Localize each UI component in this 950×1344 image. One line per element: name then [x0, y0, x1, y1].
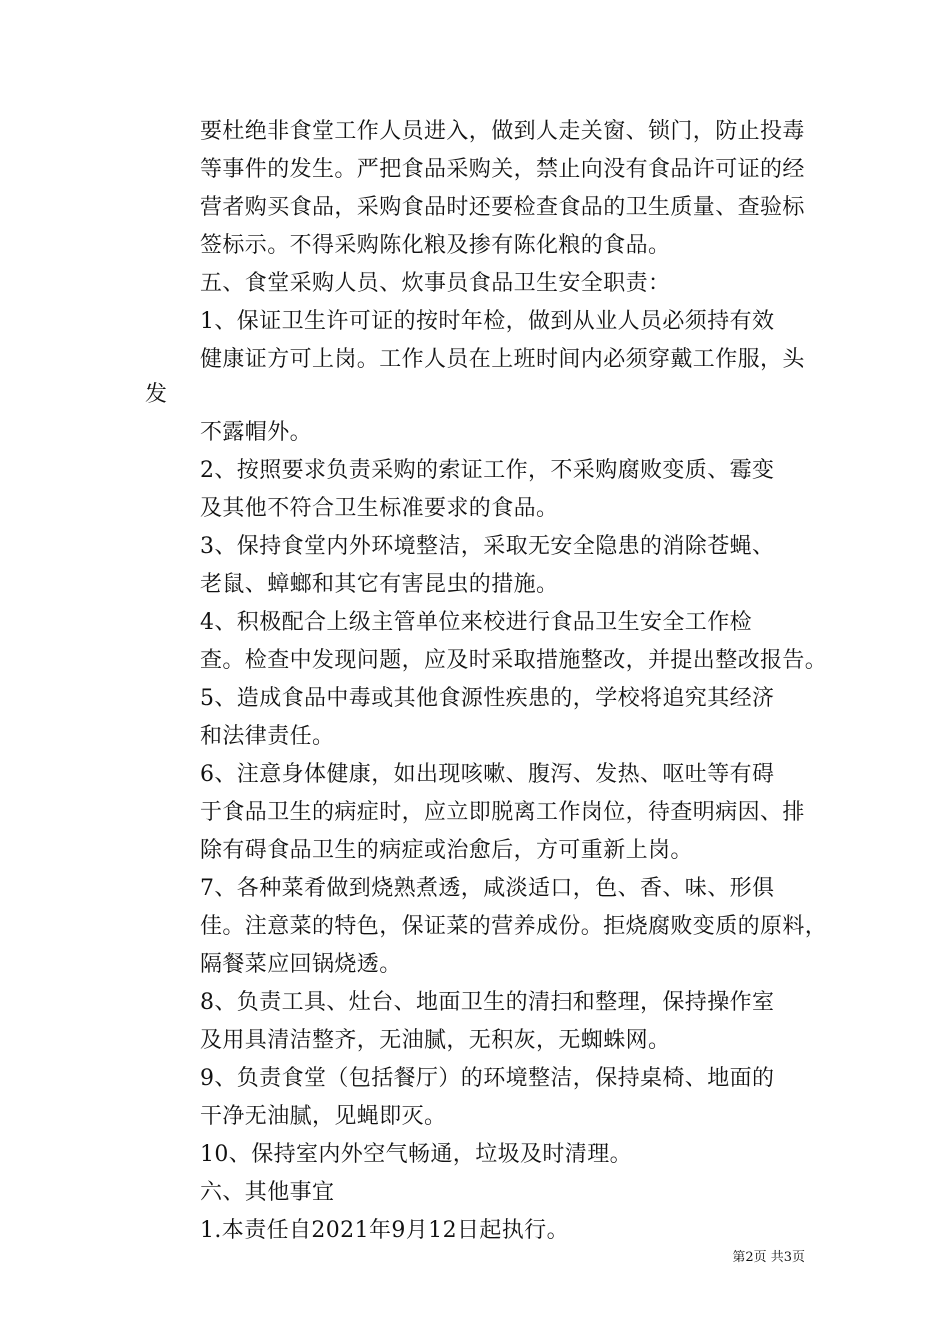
text-line: 营者购买食品，采购食品时还要检查食品的卫生质量、查验标: [200, 195, 805, 220]
text-line: 查。检查中发现问题，应及时采取措施整改，并提出整改报告。: [200, 648, 828, 673]
text-line: 及其他不符合卫生标准要求的食品。: [200, 496, 559, 521]
text-line: 2、按照要求负责采购的索证工作，不采购腐败变质、霉变: [200, 458, 775, 483]
section-heading: 六、其他事宜: [200, 1180, 335, 1205]
text-line: 隔餐菜应回锅烧透。: [200, 952, 402, 977]
text-line: 1、保证卫生许可证的按时年检，做到从业人员必须持有效: [200, 309, 775, 334]
text-line: 10、保持室内外空气畅通，垃圾及时清理。: [200, 1142, 632, 1167]
text-line: 老鼠、蟑螂和其它有害昆虫的措施。: [200, 572, 559, 597]
text-line: 要杜绝非食堂工作人员进入，做到人走关窗、锁门，防止投毒: [200, 119, 805, 144]
text-line: 佳。注意菜的特色，保证菜的营养成份。拒烧腐败变质的原料，: [200, 914, 828, 939]
text-line: 9、负责食堂（包括餐厅）的环境整洁，保持桌椅、地面的: [200, 1066, 775, 1091]
text-line: 6、注意身体健康，如出现咳嗽、腹泻、发热、呕吐等有碍: [200, 762, 775, 787]
text-line: 不露帽外。: [200, 420, 313, 445]
text-line: 及用具清洁整齐，无油腻，无积灰，无蜘蛛网。: [200, 1028, 671, 1053]
text-line: 3、保持食堂内外环境整洁，采取无安全隐患的消除苍蝇、: [200, 534, 775, 559]
text-line: 1.本责任自2021年9月12日起执行。: [200, 1218, 569, 1243]
text-line: 发: [145, 382, 168, 407]
section-heading: 五、食堂采购人员、炊事员食品卫生安全职责：: [200, 271, 671, 296]
text-line: 等事件的发生。严把食品采购关，禁止向没有食品许可证的经: [200, 157, 805, 182]
text-line: 签标示。不得采购陈化粮及掺有陈化粮的食品。: [200, 233, 671, 258]
page-number: 第2页 共3页: [732, 1250, 805, 1265]
text-line: 于食品卫生的病症时，应立即脱离工作岗位，待查明病因、排: [200, 800, 805, 825]
text-line: 4、积极配合上级主管单位来校进行食品卫生安全工作检: [200, 610, 752, 635]
text-line: 干净无油腻，见蝇即灭。: [200, 1104, 447, 1129]
text-line: 7、各种菜肴做到烧熟煮透，咸淡适口，色、香、味、形俱: [200, 876, 775, 901]
text-line: 和法律责任。: [200, 724, 335, 749]
text-line: 5、造成食品中毒或其他食源性疾患的，学校将追究其经济: [200, 686, 775, 711]
text-line: 除有碍食品卫生的病症或治愈后，方可重新上岗。: [200, 838, 693, 863]
text-line: 健康证方可上岗。工作人员在上班时间内必须穿戴工作服，头: [200, 347, 805, 372]
text-line: 8、负责工具、灶台、地面卫生的清扫和整理，保持操作室: [200, 990, 775, 1015]
